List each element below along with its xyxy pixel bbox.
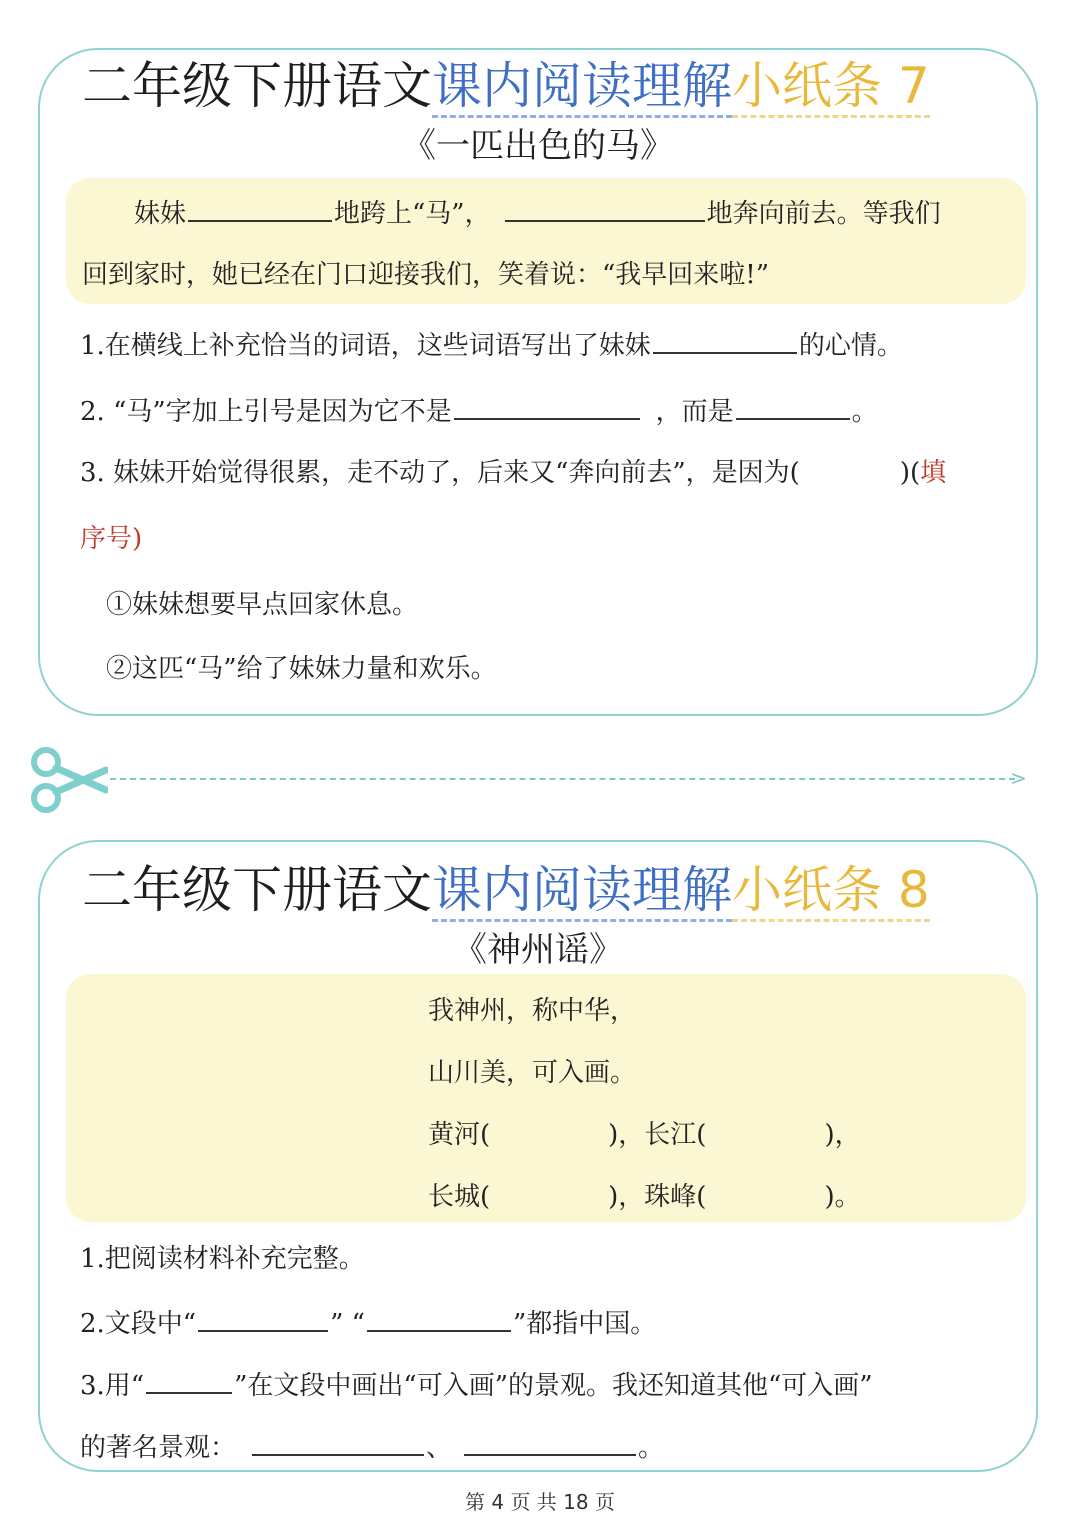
passage-line-2: 回到家时，她已经在门口迎接我们，笑着说：“我早回来啦!” [82,260,770,290]
title-topic: 课内阅读理解 [432,861,732,922]
title-grade: 二年级下册语文 [82,57,432,115]
poem-text: 长城( [428,1182,491,1212]
hint-text: 序号) [80,524,143,554]
question-3 [80,1366,873,1403]
page-number: 第 4 页 共 18 页 [465,1490,615,1514]
card-title [82,56,930,116]
answer-blank[interactable] [454,392,640,420]
question-text: 。 [638,1433,665,1463]
question-2 [80,392,878,429]
poem-text: )， [824,1120,861,1150]
arrow-right-icon: > [1010,766,1027,790]
lesson-title: 《神州谣》 [453,930,623,970]
poem-text: 黄河( [428,1120,491,1150]
question-text: )( [899,458,921,488]
answer-blank[interactable] [464,1428,636,1456]
lesson-title: 《一匹出色的马》 [402,126,674,166]
title-number: 小纸条 7 [732,57,930,118]
question-text: 2. “马”字加上引号是因为它不是 [80,397,452,427]
worksheet-card-7 [38,48,1038,716]
question-text: 的著名景观： [80,1433,237,1463]
cut-line [110,778,1015,780]
passage-text: 地奔向前去。等我们 [706,199,941,229]
poem-line-3 [428,1118,861,1152]
answer-blank[interactable] [188,194,332,222]
passage-text: 地跨上“马”， [334,199,491,229]
answer-blank[interactable] [252,1428,424,1456]
question-text: 。 [851,397,878,427]
question-text: ” “ [330,1309,365,1339]
title-topic: 课内阅读理解 [432,57,732,118]
passage-text: 妹妹 [134,199,187,229]
poem-line-1: 我神州，称中华， [428,996,637,1026]
question-text: ，而是 [655,397,734,427]
poem-passage [66,974,1026,1222]
question-1: 1.把阅读材料补充完整。 [80,1244,365,1274]
question-text: 3.用“ [80,1371,145,1401]
answer-blank[interactable] [367,1304,511,1332]
question-2 [80,1304,656,1341]
question-text: ”在文段中画出“可入画”的景观。我还知道其他“可入画” [234,1371,873,1401]
title-grade: 二年级下册语文 [82,861,432,919]
question-text: 的心情。 [798,331,903,361]
answer-blank[interactable] [653,326,797,354]
question-text: 1.在横线上补充恰当的词语，这些词语写出了妹妹 [80,331,651,361]
poem-line-4 [428,1180,861,1214]
answer-blank[interactable] [505,194,705,222]
question-text: 、 [426,1433,453,1463]
poem-line-2: 山川美，可入画。 [428,1058,637,1088]
option-2: ②这匹“马”给了妹妹力量和欢乐。 [106,654,497,684]
answer-blank[interactable] [198,1304,328,1332]
worksheet-card-8 [38,840,1038,1472]
poem-text: )。 [824,1182,861,1212]
answer-blank[interactable] [146,1366,232,1394]
poem-text: )，长江( [608,1120,707,1150]
poem-text: )，珠峰( [608,1182,707,1212]
answer-blank[interactable] [736,392,850,420]
scissors-icon [28,744,108,816]
card-title [82,860,930,920]
reading-passage [66,178,1026,304]
passage-line-1 [134,194,941,231]
question-text: 3. 妹妹开始觉得很累，走不动了，后来又“奔向前去”，是因为( [80,458,800,488]
hint-text: 填 [920,458,947,488]
question-text: 2.文段中“ [80,1309,197,1339]
question-1 [80,326,903,363]
question-text: ”都指中国。 [512,1309,657,1339]
question-3 [80,456,946,490]
option-1: ①妹妹想要早点回家休息。 [106,590,419,620]
title-number: 小纸条 8 [732,861,930,922]
question-3-continued [80,1428,664,1465]
